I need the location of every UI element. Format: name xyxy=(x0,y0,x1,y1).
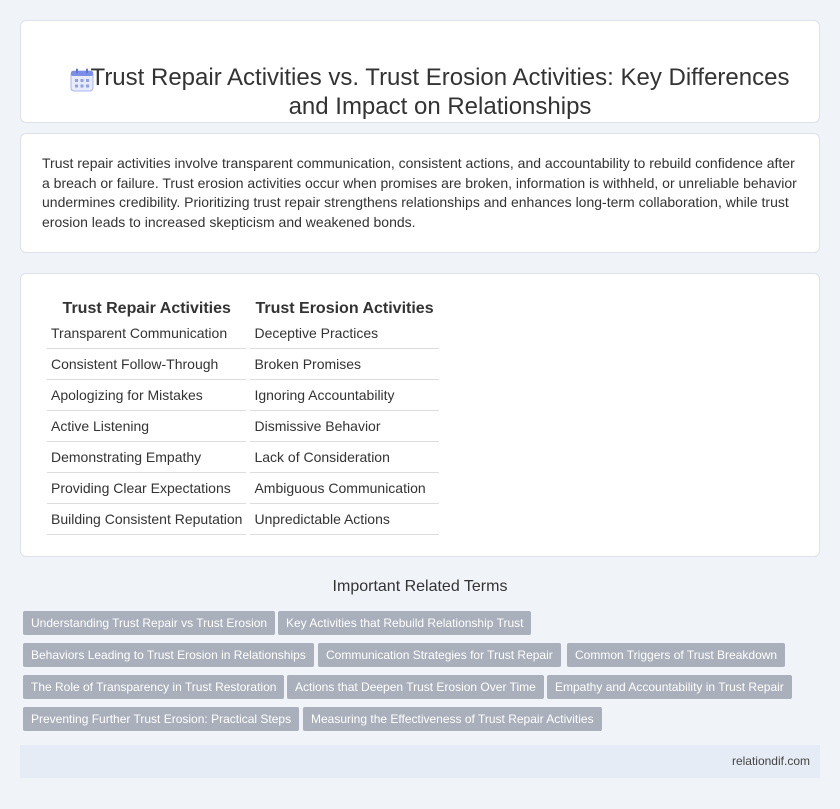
table-cell: Deceptive Practices xyxy=(250,318,438,349)
table-row xyxy=(47,318,439,349)
comparison-table xyxy=(43,295,443,535)
description-text: Trust repair activities involve transparent communication, consistent actions, and accountability to rebuild confidence after a breach or failure. Trust erosion activities occur when promises are broken, information is withheld, or unreliable behavior undermines credibility. Prioritizing trust repair strengthens relationships and enhances long-term collaboration, while trust erosion leads to increased skepticism and weakened bonds. xyxy=(42,155,797,230)
table-cell: Apologizing for Mistakes xyxy=(47,380,246,411)
related-tag[interactable]: Communication Strategies for Trust Repair xyxy=(318,643,561,667)
table-cell: Active Listening xyxy=(47,411,246,442)
table-row xyxy=(47,473,439,504)
table-cell: Consistent Follow-Through xyxy=(47,349,246,380)
related-tag[interactable]: Measuring the Effectiveness of Trust Repair Activities xyxy=(303,707,602,731)
related-tag[interactable]: Actions that Deepen Trust Erosion Over Time xyxy=(287,675,544,699)
table-row xyxy=(47,504,439,535)
table-cell: Broken Promises xyxy=(250,349,438,380)
related-tag[interactable]: Common Triggers of Trust Breakdown xyxy=(567,643,785,667)
table-cell: Unpredictable Actions xyxy=(250,504,438,535)
table-cell: Ignoring Accountability xyxy=(250,380,438,411)
table-cell: Dismissive Behavior xyxy=(250,411,438,442)
table-header-repair: Trust Repair Activities xyxy=(62,300,231,317)
footer xyxy=(20,745,820,778)
title-card xyxy=(20,20,820,123)
table-cell: Providing Clear Expectations xyxy=(47,473,246,504)
table-header-erosion: Trust Erosion Activities xyxy=(255,300,434,317)
table-cell: Building Consistent Reputation xyxy=(47,504,246,535)
table-row xyxy=(47,380,439,411)
table-cell: Demonstrating Empathy xyxy=(47,442,246,473)
related-tag[interactable]: Empathy and Accountability in Trust Repair xyxy=(547,675,792,699)
table-row xyxy=(47,411,439,442)
related-tag[interactable]: The Role of Transparency in Trust Restoration xyxy=(23,675,284,699)
table-cell: Lack of Consideration xyxy=(250,442,438,473)
related-tag[interactable]: Understanding Trust Repair vs Trust Erosion xyxy=(23,611,275,635)
footer-site[interactable]: relationdif.com xyxy=(731,754,810,768)
related-tag[interactable]: Preventing Further Trust Erosion: Practical Steps xyxy=(23,707,299,731)
description-card xyxy=(20,133,820,253)
comparison-table-card xyxy=(20,273,820,557)
table-row xyxy=(47,442,439,473)
table-cell: Ambiguous Communication xyxy=(250,473,438,504)
related-tag[interactable]: Behaviors Leading to Trust Erosion in Relationships xyxy=(23,643,314,667)
related-terms-title: Important Related Terms xyxy=(332,578,508,595)
related-tag[interactable]: Key Activities that Rebuild Relationship Trust xyxy=(278,611,531,635)
table-row xyxy=(47,349,439,380)
table-cell: Transparent Communication xyxy=(47,318,246,349)
page-title: Trust Repair Activities vs. Trust Erosion Activities: Key Differences and Impact on Relationships xyxy=(90,64,790,120)
